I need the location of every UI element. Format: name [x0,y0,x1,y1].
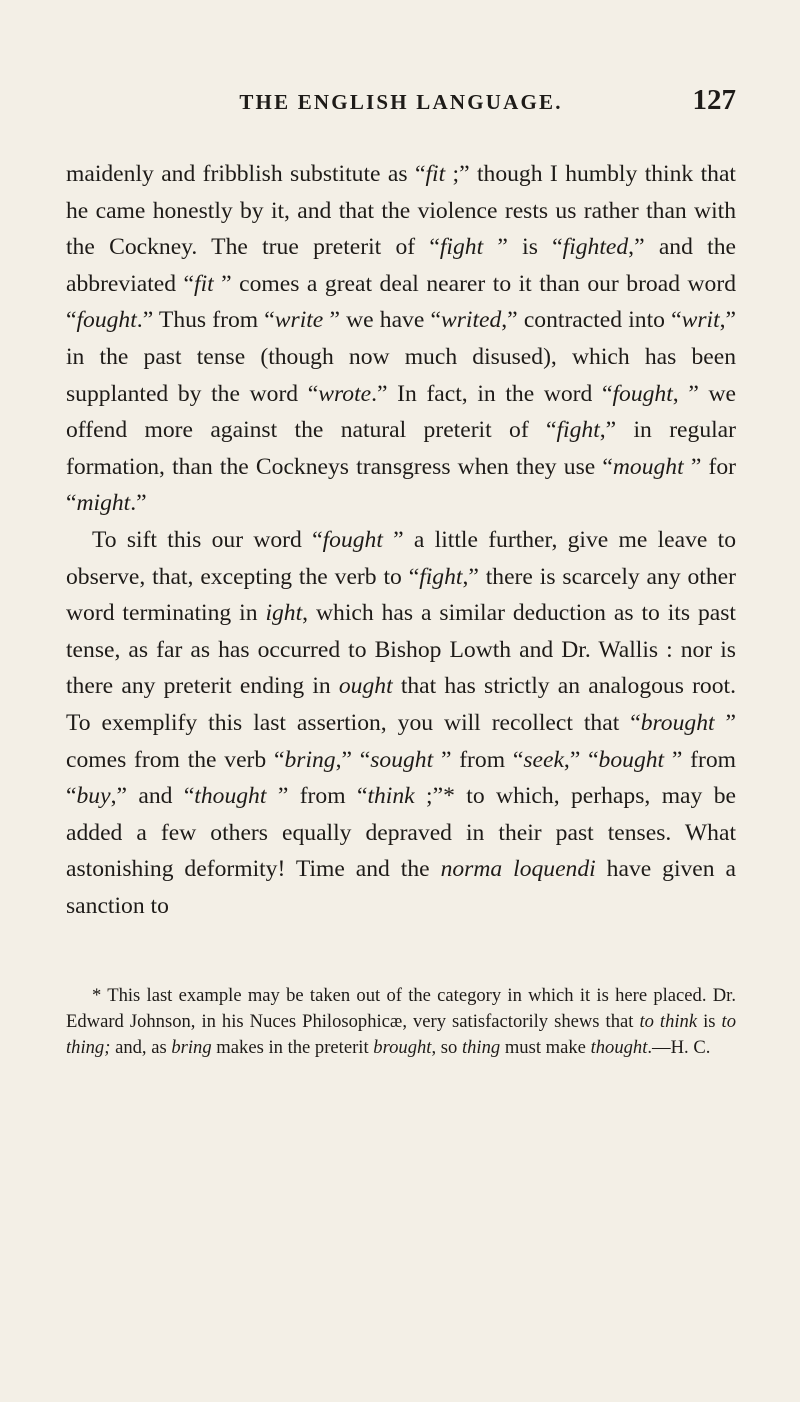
italic-run: might [76,490,131,517]
running-head [66,84,736,120]
italic-run: ought [338,673,393,700]
italic-run: think [367,783,415,810]
italic-run: fought [612,380,673,407]
italic-run: fight [556,417,600,444]
italic-run: write [274,307,324,334]
footnote-separator [66,924,736,964]
italic-run: seek [523,746,564,773]
italic-run: writ [681,307,720,334]
italic-run: wrote [318,380,372,407]
italic-run: bring [171,1037,212,1059]
italic-run: to think [639,1011,698,1033]
footnote: * This last example may be taken out of the category in which it is here placed. Dr. Edward Johnson, in his Nuces Philosophicæ, very satisfactorily shews that to think is to thing; and, as bring makes in the preterit brought, so thing must make thought.—H. C. [66,985,737,1059]
italic-run: sought [370,746,434,773]
italic-run: buy [76,783,111,810]
italic-run: fighted [562,234,629,261]
italic-run: bring [284,746,336,773]
italic-run: ight [265,600,303,627]
italic-run: mought [612,453,684,480]
italic-run: fit [194,270,214,297]
italic-run: bought [598,746,665,773]
book-page [66,84,736,1080]
italic-run: to thing; [66,1011,737,1059]
italic-run: fought [76,307,137,334]
italic-run: writed [440,307,502,334]
italic-run: thought [590,1037,648,1059]
paragraph-2: To sift this our word “fought ” a little further, give me leave to observe, that, excepting the verb to “fight,” there is scarcely any other word terminating in ight, which has a similar deduction as to its past tense, as far as has occurred to Bishop Lowth and Dr. Wallis : nor is there any preterit ending in ought that has strictly an analogous root. To exemplify this last assertion, you will recollect that “brought ” comes from the verb “bring,” “sought ” from “seek,” “bought ” from “buy,” and “thought ” from “think ;”* to which, perhaps, may be added a few others equally depraved in their past tenses. What astonishing deformity! Time and the norma loquendi have given a sanction to [66,526,737,919]
italic-run: fit [425,161,446,187]
italic-run: norma loquendi [440,856,596,883]
italic-run: brought [640,709,715,736]
italic-run: fight [419,563,463,590]
body-text [66,156,736,924]
italic-run: brought [373,1037,432,1059]
italic-run: thought [194,783,267,810]
italic-run: fight [439,234,484,261]
italic-run: fought [322,526,383,553]
italic-run: thing [461,1037,501,1059]
running-title: THE ENGLISH LANGUAGE. [239,90,563,114]
page-number: 127 [692,84,736,116]
paragraph-1: maidenly and fribblish substitute as “fit ;” though I humbly think that he came honestly by it, and that the violence rests us rather than with the Cockney. The true preterit of “fight ” is “fighted,” and the abbreviated “fit ” comes a great deal nearer to it than our broad word “fought.” Thus from “write ” we have “writed,” contracted into “writ,” in the past tense (though now much disused), which has been supplanted by the word “wrote.” In fact, in the word “fought, ” we offend more against the natural preterit of “fight,” in regular formation, than the Cockneys transgress when they use “mought ” for “might.” [66,161,736,517]
